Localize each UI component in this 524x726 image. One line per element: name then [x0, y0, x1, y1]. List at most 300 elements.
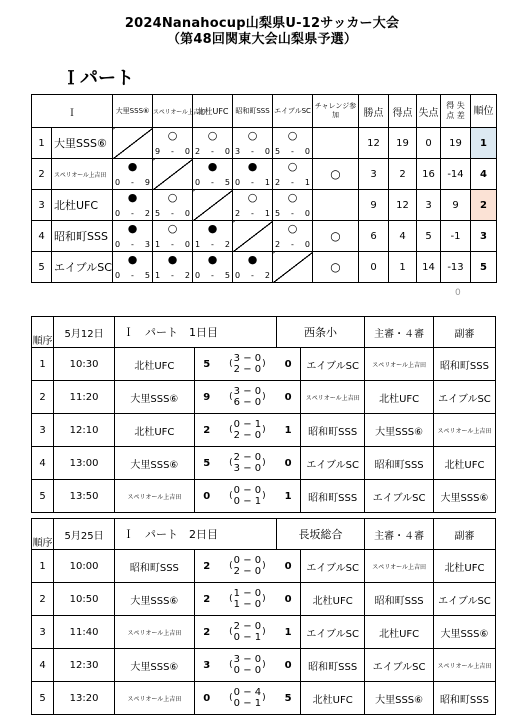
- result-score: [155, 240, 190, 249]
- loss-mark: ●: [247, 253, 258, 266]
- score-dash: -: [131, 271, 134, 280]
- away-score: 0: [276, 348, 300, 381]
- result-cell: [193, 159, 233, 190]
- result-cell: [113, 190, 153, 221]
- away-score: 1: [276, 480, 300, 513]
- home-score: 2: [194, 550, 218, 583]
- score-against: 0: [304, 209, 310, 218]
- goals-against-header: 失点: [417, 95, 441, 128]
- team-name: エイブルSC: [52, 252, 113, 283]
- away-score: 1: [276, 616, 300, 649]
- referee-team: スペリオール上吉田: [365, 550, 434, 583]
- home-score: 9: [194, 381, 218, 414]
- standings-table: [31, 94, 497, 283]
- match-row: [32, 682, 496, 715]
- home-score: 0: [194, 480, 218, 513]
- first-half-home: 2: [233, 452, 241, 463]
- score-for: 0: [115, 240, 121, 249]
- first-half-score: 0 − 4: [233, 687, 262, 698]
- schedule-venue: 西条小: [276, 317, 365, 348]
- assistant-team: 昭和町SSS: [433, 348, 495, 381]
- score-for: 0: [235, 271, 241, 280]
- rank-cell: 4: [471, 159, 497, 190]
- match-row: [32, 381, 496, 414]
- loss-mark: ●: [207, 222, 218, 235]
- standings-row: [32, 159, 497, 190]
- result-cell: [113, 252, 153, 283]
- assistant-team: 大里SSS⑥: [433, 616, 495, 649]
- match-row: [32, 583, 496, 616]
- points-cell: 12: [359, 128, 389, 159]
- away-team: スペリオール上吉田: [301, 381, 365, 414]
- goals-for-cell: 19: [389, 128, 417, 159]
- half-scores-paren: ( 0 − 1 2 − 0 ): [229, 419, 266, 441]
- second-half-away: 0: [254, 364, 262, 375]
- score-against: 5: [144, 271, 150, 280]
- schedule-title: Ｉ パート 1日目: [115, 317, 277, 348]
- second-half-score: 1 − 0: [233, 599, 262, 610]
- result-cell: [193, 128, 233, 159]
- points-cell: 3: [359, 159, 389, 190]
- home-score: 2: [194, 616, 218, 649]
- score-dash: -: [211, 178, 214, 187]
- second-half-score: 0 − 0: [233, 665, 262, 676]
- second-half-home: 3: [233, 463, 241, 474]
- score-for: 0: [115, 209, 121, 218]
- self-match-cell: [113, 128, 153, 159]
- win-mark: ○: [247, 191, 258, 204]
- score-dash: -: [171, 240, 174, 249]
- first-half-away: 0: [254, 452, 262, 463]
- result-score: [195, 240, 230, 249]
- half-scores: [219, 348, 277, 381]
- team-name: 昭和町SSS: [52, 221, 113, 252]
- first-half-home: 3: [233, 654, 241, 665]
- half-scores: [219, 583, 277, 616]
- order-header: 順序: [32, 317, 54, 348]
- home-team: 北杜UFC: [115, 348, 195, 381]
- team-name: 大里SSS⑥: [52, 128, 113, 159]
- result-score: [235, 147, 270, 156]
- kickoff-time: 13:00: [54, 447, 115, 480]
- schedule-day2-table: [31, 518, 496, 715]
- score-against: 9: [144, 178, 150, 187]
- tournament-subtitle: （第48回関東大会山梨県予選）: [166, 32, 358, 47]
- result-score: [275, 178, 310, 187]
- assistant-header: 副審: [433, 317, 495, 348]
- challenge-cell: ○: [313, 159, 359, 190]
- tournament-title: 2024Nanahocup山梨県U-12サッカー大会: [124, 16, 400, 31]
- second-half-home: 0: [233, 496, 241, 507]
- away-team: 北杜UFC: [301, 583, 365, 616]
- result-cell: [233, 190, 273, 221]
- second-half-score: 0 − 1: [233, 496, 262, 507]
- second-half-home: 1: [233, 599, 241, 610]
- assistant-team: 大里SSS⑥: [433, 480, 495, 513]
- match-number: 5: [32, 480, 54, 513]
- second-half-score: 0 − 1: [233, 632, 262, 643]
- half-scores-lines: [234, 621, 262, 643]
- second-half-away: 1: [254, 496, 262, 507]
- half-scores: [219, 381, 277, 414]
- challenge-header: チャレンジ参加: [313, 95, 359, 128]
- win-mark: ○: [287, 160, 298, 173]
- first-half-home: 0: [233, 485, 241, 496]
- match-number: 4: [32, 447, 54, 480]
- challenge-cell: [313, 190, 359, 221]
- score-against: 3: [144, 240, 150, 249]
- score-dash: -: [291, 240, 294, 249]
- rank-header: 順位: [471, 95, 497, 128]
- first-half-score: 2 − 0: [233, 452, 262, 463]
- first-half-away: 4: [254, 687, 262, 698]
- loss-mark: ●: [247, 160, 258, 173]
- goal-diff-cell: 19: [441, 128, 471, 159]
- result-score: [235, 209, 270, 218]
- half-scores-lines: [234, 588, 262, 610]
- away-score: 0: [276, 447, 300, 480]
- win-mark: ○: [167, 191, 178, 204]
- first-half-home: 3: [233, 386, 241, 397]
- assistant-header: 副審: [433, 519, 495, 550]
- loss-mark: ●: [207, 253, 218, 266]
- score-against: 0: [264, 147, 270, 156]
- score-for: 0: [195, 178, 201, 187]
- score-for: 3: [235, 147, 241, 156]
- score-for: 5: [275, 209, 281, 218]
- score-against: 1: [304, 178, 310, 187]
- referee-team: スペリオール上吉田: [365, 348, 434, 381]
- kickoff-time: 13:20: [54, 682, 115, 715]
- first-half-home: 0: [233, 555, 241, 566]
- result-score: [195, 178, 230, 187]
- kickoff-time: 13:50: [54, 480, 115, 513]
- score-for: 1: [195, 240, 201, 249]
- score-for: 2: [275, 178, 281, 187]
- away-score: 0: [276, 381, 300, 414]
- standings-row: [32, 221, 497, 252]
- away-team: 昭和町SSS: [301, 414, 365, 447]
- score-dash: -: [131, 178, 134, 187]
- standings-row: [32, 190, 497, 221]
- half-scores-paren: ( 0 − 4 0 − 1 ): [229, 687, 266, 709]
- result-cell: [113, 221, 153, 252]
- win-mark: ○: [287, 222, 298, 235]
- result-cell: [273, 221, 313, 252]
- order-header: 順序: [32, 519, 54, 550]
- points-cell: 6: [359, 221, 389, 252]
- half-scores-lines: [234, 687, 262, 709]
- home-score: 5: [194, 447, 218, 480]
- home-team: スペリオール上吉田: [115, 616, 195, 649]
- home-team: 大里SSS⑥: [115, 447, 195, 480]
- result-score: [195, 271, 230, 280]
- team-name: スペリオール上吉田: [52, 159, 113, 190]
- score-for: 1: [155, 271, 161, 280]
- goals-for-cell: 1: [389, 252, 417, 283]
- first-half-score: 3 − 0: [233, 386, 262, 397]
- schedule-header-row: [32, 317, 496, 348]
- kickoff-time: 11:20: [54, 381, 115, 414]
- kickoff-time: 10:00: [54, 550, 115, 583]
- result-cell: [113, 159, 153, 190]
- referee-team: 大里SSS⑥: [365, 682, 434, 715]
- score-against: 5: [224, 271, 230, 280]
- score-for: 0: [195, 271, 201, 280]
- half-scores-lines: [234, 555, 262, 577]
- first-half-home: 0: [233, 687, 241, 698]
- result-cell: [273, 128, 313, 159]
- half-scores-lines: [234, 452, 262, 474]
- score-against: 2: [224, 240, 230, 249]
- score-for: 2: [235, 209, 241, 218]
- rank-cell: 5: [471, 252, 497, 283]
- result-score: [115, 240, 150, 249]
- kickoff-time: 12:30: [54, 649, 115, 682]
- self-match-cell: [233, 221, 273, 252]
- standings-row: [32, 128, 497, 159]
- result-cell: [233, 252, 273, 283]
- schedule-title: Ｉ パート 2日目: [115, 519, 277, 550]
- second-half-score: 3 − 0: [233, 463, 262, 474]
- second-half-away: 0: [254, 665, 262, 676]
- result-cell: [193, 252, 233, 283]
- referee-team: 昭和町SSS: [365, 447, 434, 480]
- referee-team: 北杜UFC: [365, 381, 434, 414]
- result-score: [275, 209, 310, 218]
- second-half-away: 0: [254, 463, 262, 474]
- result-score: [115, 271, 150, 280]
- schedule-venue: 長坂総合: [276, 519, 365, 550]
- second-half-score: 2 − 0: [233, 566, 262, 577]
- first-half-score: 3 − 0: [233, 654, 262, 665]
- half-scores-lines: [234, 654, 262, 676]
- result-cell: [153, 221, 193, 252]
- score-against: 2: [264, 271, 270, 280]
- standings-row: [32, 252, 497, 283]
- referee-team: 大里SSS⑥: [365, 414, 434, 447]
- result-score: [155, 209, 190, 218]
- score-for: 5: [155, 209, 161, 218]
- loss-mark: ●: [127, 253, 138, 266]
- result-cell: [273, 159, 313, 190]
- self-match-cell: [153, 159, 193, 190]
- away-score: 0: [276, 649, 300, 682]
- match-row: [32, 414, 496, 447]
- match-number: 5: [32, 682, 54, 715]
- goal-diff-cell: -14: [441, 159, 471, 190]
- score-for: 0: [115, 271, 121, 280]
- score-against: 0: [184, 209, 190, 218]
- match-number: 1: [32, 550, 54, 583]
- away-team: 北杜UFC: [301, 682, 365, 715]
- home-team: 大里SSS⑥: [115, 583, 195, 616]
- loss-mark: ●: [127, 191, 138, 204]
- col-team-4: 昭和町SSS: [233, 95, 273, 128]
- schedule-header-row: [32, 519, 496, 550]
- second-half-away: 0: [254, 599, 262, 610]
- match-row: [32, 348, 496, 381]
- win-mark: ○: [167, 222, 178, 235]
- goals-against-cell: 5: [417, 221, 441, 252]
- loss-mark: ●: [127, 160, 138, 173]
- home-score: 5: [194, 348, 218, 381]
- half-scores-lines: [234, 386, 262, 408]
- team-name: 北杜UFC: [52, 190, 113, 221]
- standings-corner-label: Ｉ: [32, 95, 113, 128]
- match-number: 2: [32, 381, 54, 414]
- score-against: 0: [184, 240, 190, 249]
- first-half-away: 0: [254, 588, 262, 599]
- result-cell: [153, 252, 193, 283]
- score-dash: -: [171, 147, 174, 156]
- half-scores-lines: [234, 353, 262, 375]
- win-mark: ○: [287, 191, 298, 204]
- second-half-away: 0: [254, 430, 262, 441]
- goals-for-cell: 2: [389, 159, 417, 190]
- match-row: [32, 447, 496, 480]
- second-half-home: 2: [233, 430, 241, 441]
- goal-diff-header-top: 得 失: [446, 101, 465, 110]
- match-row: [32, 480, 496, 513]
- score-for: 2: [195, 147, 201, 156]
- half-scores-paren: ( 2 − 0 3 − 0 ): [229, 452, 266, 474]
- home-team: 大里SSS⑥: [115, 381, 195, 414]
- away-score: 5: [276, 682, 300, 715]
- second-half-away: 1: [254, 632, 262, 643]
- half-scores: [219, 447, 277, 480]
- assistant-team: 北杜UFC: [433, 447, 495, 480]
- first-half-score: 1 − 0: [233, 588, 262, 599]
- goal-diff-cell: -13: [441, 252, 471, 283]
- first-half-home: 1: [233, 588, 241, 599]
- col-team-2: スペリオール上吉田: [153, 95, 193, 128]
- half-scores-paren: ( 0 − 0 2 − 0 ): [229, 555, 266, 577]
- points-cell: 0: [359, 252, 389, 283]
- result-score: [155, 271, 190, 280]
- first-half-away: 0: [254, 386, 262, 397]
- half-scores-paren: ( 0 − 0 0 − 1 ): [229, 485, 266, 507]
- goal-diff-cell: -1: [441, 221, 471, 252]
- result-cell: [233, 159, 273, 190]
- first-half-score: 3 − 0: [233, 353, 262, 364]
- goals-for-header: 得点: [389, 95, 417, 128]
- referee-team: エイブルSC: [365, 480, 434, 513]
- home-score: 2: [194, 583, 218, 616]
- home-score: 0: [194, 682, 218, 715]
- result-cell: [193, 221, 233, 252]
- half-scores: [219, 616, 277, 649]
- score-dash: -: [291, 147, 294, 156]
- first-half-home: 2: [233, 621, 241, 632]
- stray-zero: 0: [455, 288, 461, 298]
- result-cell: [273, 190, 313, 221]
- self-match-cell: [273, 252, 313, 283]
- away-team: エイブルSC: [301, 348, 365, 381]
- assistant-team: エイブルSC: [433, 583, 495, 616]
- score-against: 5: [224, 178, 230, 187]
- result-score: [235, 178, 270, 187]
- row-number: 1: [32, 128, 52, 159]
- first-half-away: 0: [254, 555, 262, 566]
- goals-for-cell: 4: [389, 221, 417, 252]
- match-number: 3: [32, 616, 54, 649]
- first-half-away: 1: [254, 419, 262, 430]
- challenge-cell: [313, 128, 359, 159]
- points-cell: 9: [359, 190, 389, 221]
- result-score: [275, 147, 310, 156]
- first-half-away: 0: [254, 353, 262, 364]
- referee-team: エイブルSC: [365, 649, 434, 682]
- assistant-team: エイブルSC: [433, 381, 495, 414]
- result-score: [155, 147, 190, 156]
- score-against: 2: [184, 271, 190, 280]
- half-scores: [219, 682, 277, 715]
- second-half-score: 0 − 1: [233, 698, 262, 709]
- score-dash: -: [291, 178, 294, 187]
- goals-against-cell: 0: [417, 128, 441, 159]
- challenge-cell: ○: [313, 252, 359, 283]
- half-scores: [219, 480, 277, 513]
- score-dash: -: [171, 209, 174, 218]
- away-team: 昭和町SSS: [301, 480, 365, 513]
- home-team: 大里SSS⑥: [115, 649, 195, 682]
- score-dash: -: [291, 209, 294, 218]
- kickoff-time: 10:50: [54, 583, 115, 616]
- second-half-away: 1: [254, 698, 262, 709]
- score-for: 2: [275, 240, 281, 249]
- match-number: 3: [32, 414, 54, 447]
- col-team-1: 大里SSS⑥: [113, 95, 153, 128]
- win-mark: ○: [287, 129, 298, 142]
- referee-team: 北杜UFC: [365, 616, 434, 649]
- score-against: 1: [264, 209, 270, 218]
- kickoff-time: 11:40: [54, 616, 115, 649]
- goal-diff-header-bottom: 点 差: [446, 111, 465, 120]
- first-half-away: 0: [254, 485, 262, 496]
- match-row: [32, 649, 496, 682]
- second-half-home: 2: [233, 566, 241, 577]
- second-half-score: 2 − 0: [233, 364, 262, 375]
- win-mark: ○: [167, 129, 178, 142]
- win-mark: ○: [247, 129, 258, 142]
- referee-header: 主審・４審: [365, 519, 434, 550]
- home-team: スペリオール上吉田: [115, 682, 195, 715]
- kickoff-time: 10:30: [54, 348, 115, 381]
- score-against: 0: [224, 147, 230, 156]
- row-number: 5: [32, 252, 52, 283]
- assistant-team: スペリオール上吉田: [433, 649, 495, 682]
- goal-diff-cell: 9: [441, 190, 471, 221]
- half-scores-paren: ( 2 − 0 0 − 1 ): [229, 621, 266, 643]
- col-team-5: エイブルSC: [273, 95, 313, 128]
- score-against: 0: [304, 147, 310, 156]
- score-dash: -: [211, 271, 214, 280]
- home-team: スペリオール上吉田: [115, 480, 195, 513]
- result-score: [195, 147, 230, 156]
- score-for: 5: [275, 147, 281, 156]
- score-for: 1: [155, 240, 161, 249]
- loss-mark: ●: [167, 253, 178, 266]
- first-half-score: 2 − 0: [233, 621, 262, 632]
- rank-cell: 1: [471, 128, 497, 159]
- result-score: [115, 209, 150, 218]
- first-half-score: 0 − 0: [233, 485, 262, 496]
- half-scores-paren: ( 3 − 0 0 − 0 ): [229, 654, 266, 676]
- points-header: 勝点: [359, 95, 389, 128]
- score-dash: -: [211, 240, 214, 249]
- referee-team: 昭和町SSS: [365, 583, 434, 616]
